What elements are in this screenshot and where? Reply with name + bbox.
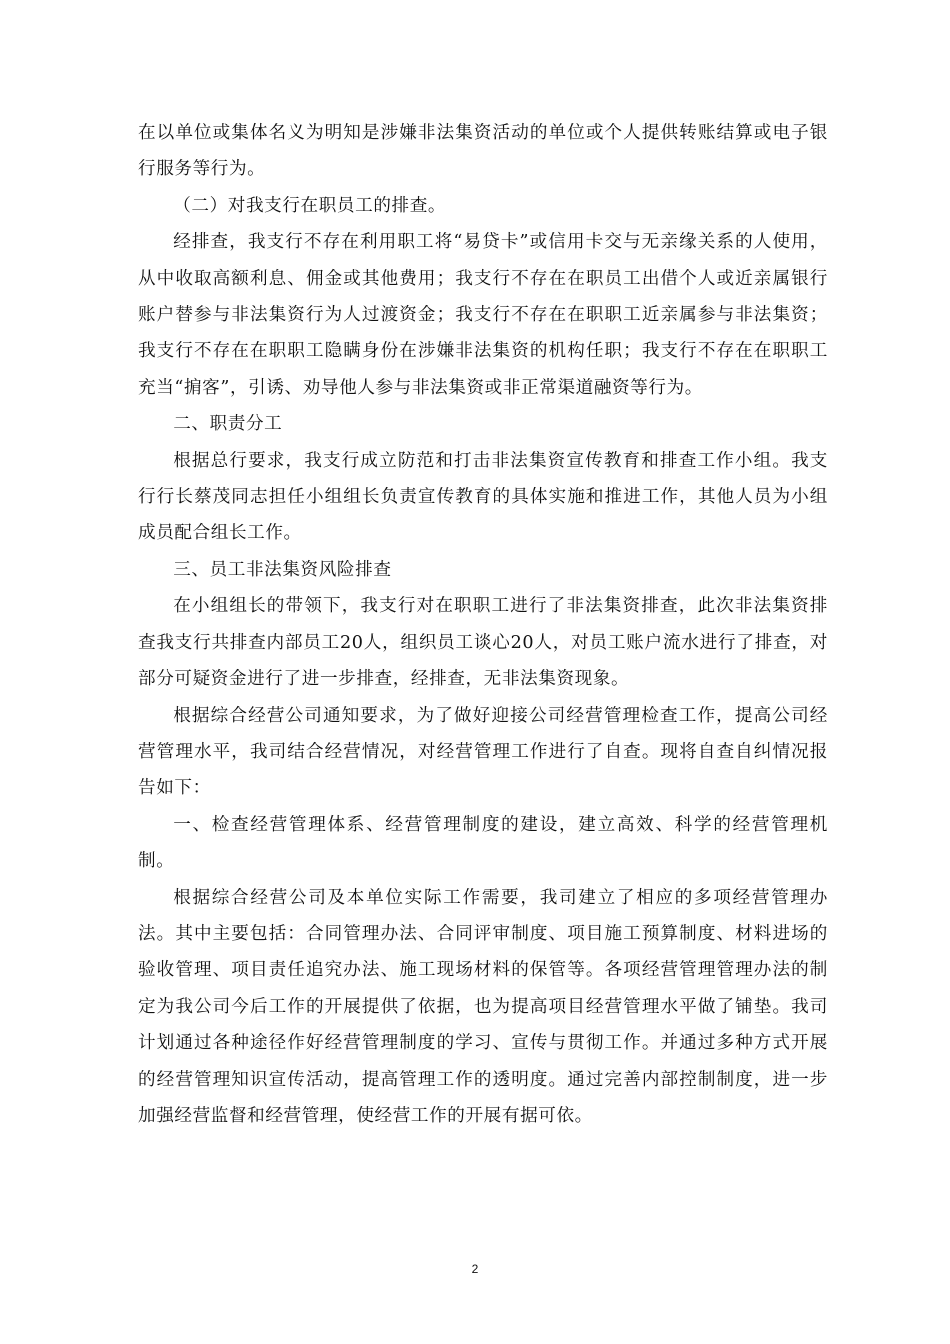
page-body [138, 115, 828, 1134]
page-number: 2 [471, 1262, 479, 1276]
heading-management-system: 一、检查经营管理体系、经营管理制度的建设，建立高效、科学的经营管理机制。 [138, 814, 828, 872]
risk-check-paragraph: 在小组组长的带领下，我支行对在职职工进行了非法集资排查，此次非法集资排查我支行共排查内部员工20人，组织员工谈心20人，对员工账户流水进行了排查，对部分可疑资金进行了进一步排查，经排查，无非法集资现象。 [138, 596, 828, 690]
management-system-paragraph: 根据综合经营公司及本单位实际工作需要，我司建立了相应的多项经营管理办法。其中主要包括：合同管理办法、合同评审制度、项目施工预算制度、材料进场的验收管理、项目责任追究办法、施工现场材料的保管等。各项经营管理管理办法的制定为我公司今后工作的开展提供了依据，也为提高项目经营管理水平做了铺垫。我司计划通过各种途径作好经营管理制度的学习、宣传与贯彻工作。并通过多种方式开展的经营管理知识宣传活动，提高管理工作的透明度。通过完善内部控制制度，进一步加强经营监督和经营管理，使经营工作的开展有据可依。 [138, 887, 828, 1126]
heading-risk-check: 三、员工非法集资风险排查 [173, 559, 392, 580]
continuation-paragraph: 在以单位或集体名义为明知是涉嫌非法集资活动的单位或个人提供转账结算或电子银行服务等行为。 [138, 123, 828, 180]
responsibilities-paragraph: 根据总行要求，我支行成立防范和打击非法集资宣传教育和排查工作小组。我支行行长蔡茂同志担任小组组长负责宣传教育的具体实施和推进工作，其他人员为小组成员配合组长工作。 [138, 450, 828, 544]
self-inspection-intro-paragraph: 根据综合经营公司通知要求，为了做好迎接公司经营管理检查工作，提高公司经营管理水平，我司结合经营情况，对经营管理工作进行了自查。现将自查自纠情况报告如下： [138, 705, 828, 799]
heading-responsibilities: 二、职责分工 [173, 414, 283, 435]
section-subheading-2: （二）对我支行在职员工的排查。 [173, 195, 447, 216]
staff-check-paragraph: 经排查，我支行不存在利用职工将“易贷卡”或信用卡交与无亲缘关系的人使用，从中收取高额利息、佣金或其他费用；我支行不存在在职员工出借个人或近亲属银行账户替参与非法集资行为人过渡资金；我支行不存在在职职工近亲属参与非法集资；我支行不存在在职职工隐瞒身份在涉嫌非法集资的机构任职；我支行不存在在职职工充当“掮客”，引诱、劝导他人参与非法集资或非正常渠道融资等行为。 [138, 232, 828, 398]
